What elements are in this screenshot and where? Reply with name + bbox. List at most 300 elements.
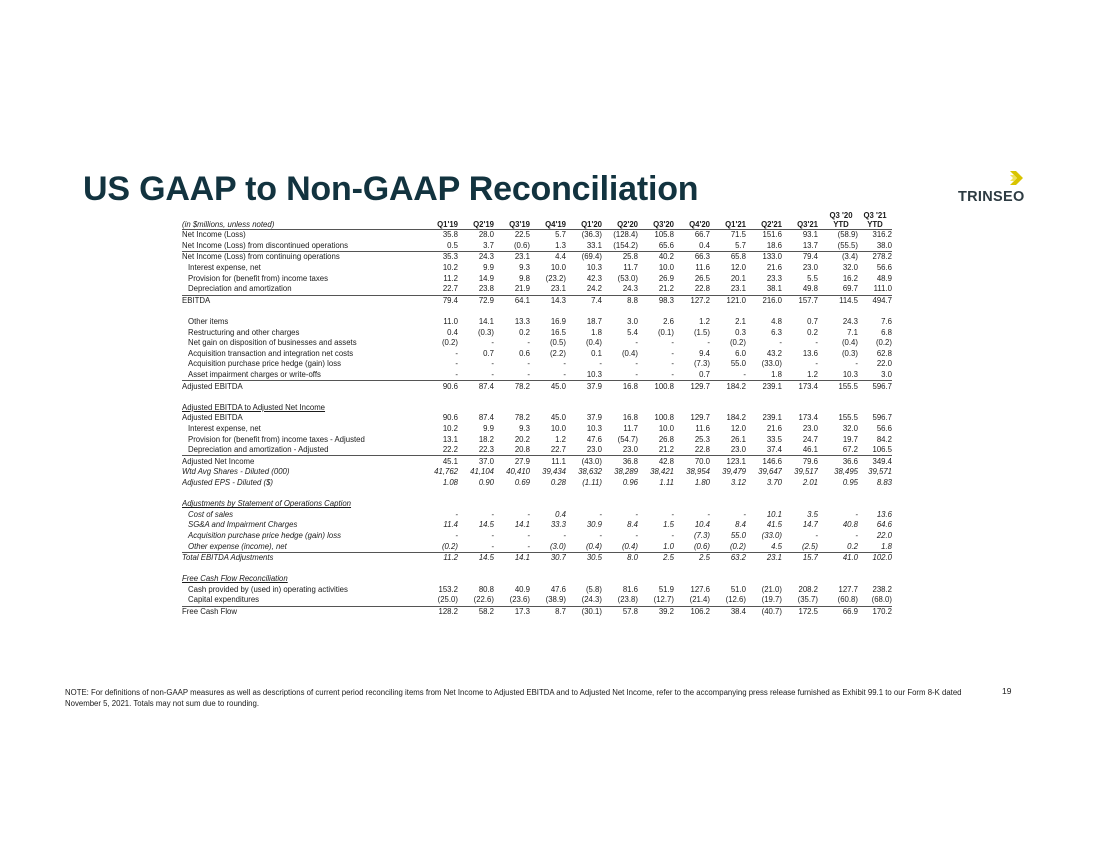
- table-cell: [858, 392, 892, 403]
- table-cell: 596.7: [872, 381, 892, 391]
- table-cell: 114.5: [839, 295, 858, 305]
- table-cell: 170.2: [872, 607, 892, 617]
- table-cell: 0.96: [622, 477, 638, 487]
- table-cell: 18.7: [586, 317, 602, 327]
- ytd-header-line1: Q3 '20: [829, 211, 853, 220]
- column-header: Q1'21: [710, 209, 746, 230]
- table-cell: 69.7: [824, 284, 858, 295]
- table-cell: 172.5: [798, 607, 818, 617]
- row-label-text: Interest expense, net: [188, 423, 261, 433]
- table-row: [182, 349, 892, 360]
- table-cell: 24.3: [842, 317, 858, 327]
- table-cell: [458, 499, 494, 510]
- table-cell: (0.2): [875, 338, 892, 348]
- table-cell: [530, 403, 566, 414]
- table-cell: 0.2: [519, 327, 530, 337]
- table-cell: 13.1: [442, 434, 458, 444]
- table-cell: 48.9: [876, 273, 892, 283]
- row-label: [182, 252, 422, 263]
- table-cell: 155.5: [838, 413, 858, 423]
- table-cell: 106.2: [690, 607, 710, 617]
- table-cell: 22.3: [458, 445, 494, 456]
- table-cell: 23.0: [566, 445, 602, 456]
- table-cell: 11.1: [551, 456, 566, 466]
- table-cell: (0.1): [657, 327, 674, 337]
- table-cell: [494, 574, 530, 585]
- table-cell: [602, 403, 638, 414]
- table-cell: -: [530, 370, 566, 381]
- table-cell: 39,571: [868, 467, 892, 477]
- table-cell: 1.2: [699, 317, 710, 327]
- table-cell: 45.1: [442, 456, 458, 466]
- row-label: [182, 445, 422, 456]
- table-cell: 66.7: [694, 230, 710, 240]
- row-label: [182, 306, 422, 317]
- table-cell: (33.0): [761, 530, 782, 540]
- table-cell: [858, 574, 892, 585]
- table-cell: [494, 403, 530, 414]
- table-cell: [566, 563, 602, 574]
- table-cell: -: [671, 338, 674, 348]
- table-cell: [782, 392, 818, 403]
- table-cell: 16.8: [622, 381, 638, 391]
- table-cell: 10.0: [658, 423, 674, 433]
- table-cell: [674, 488, 710, 499]
- row-label-text: Capital expenditures: [188, 595, 260, 605]
- table-cell: 11.0: [443, 317, 458, 327]
- trinseo-logo: [958, 170, 1028, 206]
- table-cell: [824, 392, 858, 403]
- table-cell: (0.4): [621, 348, 638, 358]
- table-cell: 93.1: [802, 230, 818, 240]
- table-cell: 23.0: [602, 445, 638, 456]
- table-cell: [674, 392, 710, 403]
- table-cell: 3.0: [627, 317, 638, 327]
- row-label-text: Interest expense, net: [188, 263, 261, 273]
- logo-chevron-icon: [1010, 171, 1026, 187]
- table-cell: (58.9): [837, 230, 858, 240]
- table-cell: 38,954: [686, 467, 710, 477]
- table-cell: [638, 563, 674, 574]
- table-cell: 20.2: [514, 434, 530, 444]
- table-cell: 80.8: [478, 584, 494, 594]
- table-cell: 15.7: [802, 553, 818, 563]
- table-row: [182, 434, 892, 445]
- table-cell: [746, 563, 782, 574]
- table-cell: 65.8: [730, 252, 746, 262]
- table-cell: 278.2: [872, 252, 892, 262]
- table-cell: 46.1: [782, 445, 818, 456]
- table-cell: 3.0: [858, 370, 892, 381]
- table-cell: 22.8: [674, 445, 710, 456]
- table-cell: 0.90: [478, 477, 494, 487]
- table-cell: [710, 403, 746, 414]
- row-label: [182, 392, 422, 403]
- table-row: [182, 520, 892, 531]
- table-cell: 38,289: [614, 467, 638, 477]
- table-cell: (38.9): [530, 595, 566, 606]
- table-cell: 40.9: [514, 584, 530, 594]
- table-cell: 13.6: [802, 348, 818, 358]
- ytd-header-line2: YTD: [867, 220, 883, 229]
- row-label: [182, 606, 422, 617]
- table-cell: -: [455, 509, 458, 519]
- table-cell: 2.6: [663, 317, 674, 327]
- table-cell: 0.7: [807, 317, 818, 327]
- table-cell: 78.2: [514, 413, 530, 423]
- table-cell: 21.6: [766, 423, 782, 433]
- row-label-text: Cost of sales: [188, 509, 234, 519]
- table-cell: 1.08: [442, 477, 458, 487]
- row-label-text: Adjusted EBITDA: [182, 381, 243, 391]
- row-label-text: EBITDA: [182, 295, 211, 305]
- table-cell: 0.6: [519, 348, 530, 358]
- table-cell: [858, 403, 892, 414]
- row-label: [182, 370, 422, 381]
- table-cell: -: [743, 509, 746, 519]
- table-cell: -: [671, 359, 674, 369]
- row-label: [182, 585, 422, 596]
- row-label: [182, 574, 422, 585]
- row-label: [182, 241, 422, 252]
- table-cell: 5.7: [555, 230, 566, 240]
- table-cell: -: [455, 348, 458, 358]
- table-cell: (2.5): [782, 541, 818, 552]
- table-cell: (0.2): [441, 338, 458, 348]
- table-cell: 26.1: [730, 434, 746, 444]
- table-cell: 13.6: [876, 509, 892, 519]
- table-cell: 79.6: [802, 456, 818, 466]
- table-row: [182, 317, 892, 328]
- table-row: [182, 230, 892, 241]
- table-cell: 8.83: [876, 477, 892, 487]
- table-cell: [566, 403, 602, 414]
- table-cell: (3.0): [530, 541, 566, 552]
- table-cell: [782, 488, 818, 499]
- table-cell: 10.3: [586, 263, 602, 273]
- table-cell: -: [635, 530, 638, 540]
- table-cell: 27.9: [514, 456, 530, 466]
- table-cell: 40,410: [506, 467, 530, 477]
- table-cell: 20.1: [730, 273, 746, 283]
- table-cell: [746, 488, 782, 499]
- table-cell: 0.4: [555, 509, 566, 519]
- table-cell: 0.7: [674, 370, 710, 381]
- table-cell: 22.0: [876, 359, 892, 369]
- table-cell: (12.7): [638, 595, 674, 606]
- row-label-text: Wtd Avg Shares - Diluted (000): [182, 467, 290, 477]
- table-row: [182, 252, 892, 263]
- table-cell: 49.8: [782, 284, 818, 295]
- table-cell: 6.3: [771, 327, 782, 337]
- table-cell: -: [635, 509, 638, 519]
- table-cell: 3.5: [807, 509, 818, 519]
- table-cell: 42.8: [658, 456, 674, 466]
- table-cell: 90.6: [442, 381, 458, 391]
- table-cell: -: [458, 541, 494, 552]
- table-cell: [638, 306, 674, 317]
- table-cell: (23.6): [494, 595, 530, 606]
- table-cell: [602, 306, 638, 317]
- table-cell: 39,647: [758, 467, 782, 477]
- table-row: [182, 327, 892, 338]
- table-cell: [530, 392, 566, 403]
- row-label: [182, 467, 422, 478]
- ytd-header-line1: Q3 '21: [863, 211, 887, 220]
- row-label: [182, 349, 422, 360]
- table-cell: (0.6): [494, 241, 530, 252]
- table-cell: 51.9: [658, 584, 674, 594]
- table-cell: 10.0: [550, 423, 566, 433]
- table-cell: 127.7: [838, 584, 858, 594]
- table-cell: -: [635, 338, 638, 348]
- table-cell: (0.6): [674, 541, 710, 552]
- table-cell: -: [638, 370, 674, 381]
- row-label-text: Net gain on disposition of businesses and assets: [188, 338, 357, 348]
- table-cell: 23.8: [458, 284, 494, 295]
- table-cell: 45.0: [550, 381, 566, 391]
- table-cell: [602, 574, 638, 585]
- table-cell: 1.5: [663, 520, 674, 530]
- table-cell: 39,517: [794, 467, 818, 477]
- row-label-text: Depreciation and amortization: [188, 284, 292, 294]
- table-cell: (0.3): [841, 348, 858, 358]
- table-cell: 41.5: [766, 520, 782, 530]
- row-label: [182, 488, 422, 499]
- table-cell: 7.1: [847, 327, 858, 337]
- table-cell: [530, 563, 566, 574]
- table-cell: 0.4: [674, 241, 710, 252]
- table-cell: 3.12: [730, 477, 746, 487]
- table-cell: 64.1: [514, 295, 530, 305]
- table-cell: (19.7): [746, 595, 782, 606]
- table-cell: 51.0: [730, 584, 746, 594]
- table-cell: 41,762: [434, 467, 458, 477]
- table-row: [182, 478, 892, 489]
- table-cell: (2.2): [549, 348, 566, 358]
- table-cell: 14.3: [550, 295, 566, 305]
- table-cell: 10.3: [586, 423, 602, 433]
- table-cell: 105.8: [654, 230, 674, 240]
- table-cell: -: [527, 338, 530, 348]
- row-label-text: Provision for (benefit from) income taxes - Adjusted: [188, 434, 365, 444]
- table-cell: 30.9: [586, 520, 602, 530]
- table-cell: [602, 563, 638, 574]
- table-cell: 22.7: [422, 284, 458, 295]
- row-label-text: Asset impairment charges or write-offs: [188, 370, 321, 380]
- table-cell: -: [707, 509, 710, 519]
- table-cell: 21.2: [638, 284, 674, 295]
- table-cell: 23.1: [530, 284, 566, 295]
- table-cell: [422, 499, 458, 510]
- table-cell: [530, 499, 566, 510]
- table-cell: [494, 306, 530, 317]
- table-row: [182, 541, 892, 552]
- table-cell: -: [527, 530, 530, 540]
- page-title: US GAAP to Non-GAAP Reconciliation: [83, 170, 699, 208]
- table-cell: (21.4): [674, 595, 710, 606]
- table-cell: -: [527, 509, 530, 519]
- table-cell: 71.5: [730, 230, 746, 240]
- table-cell: 41.0: [842, 553, 858, 563]
- table-row: [182, 403, 892, 414]
- table-cell: 10.3: [824, 370, 858, 381]
- table-cell: -: [494, 370, 530, 381]
- table-cell: 25.8: [622, 252, 638, 262]
- table-cell: 11.2: [443, 273, 458, 283]
- table-cell: [782, 574, 818, 585]
- table-cell: [638, 403, 674, 414]
- table-cell: [858, 488, 892, 499]
- table-cell: 0.2: [824, 541, 858, 552]
- table-cell: 121.0: [726, 295, 746, 305]
- table-cell: 39.2: [658, 607, 674, 617]
- table-cell: 133.0: [762, 252, 782, 262]
- table-cell: 0.5: [422, 241, 458, 252]
- table-cell: -: [635, 359, 638, 369]
- table-cell: 9.3: [519, 423, 530, 433]
- row-label: [182, 520, 422, 531]
- table-cell: [674, 499, 710, 510]
- table-cell: (0.5): [549, 338, 566, 348]
- table-cell: 151.6: [762, 230, 782, 240]
- table-cell: 2.01: [802, 477, 818, 487]
- table-cell: [638, 574, 674, 585]
- table-cell: 11.7: [623, 263, 638, 273]
- table-cell: 127.6: [690, 584, 710, 594]
- column-header: Q4'19: [530, 209, 566, 230]
- table-cell: 38,632: [578, 467, 602, 477]
- table-cell: [824, 574, 858, 585]
- table-cell: 21.9: [494, 284, 530, 295]
- table-row: [182, 295, 892, 306]
- table-cell: [638, 488, 674, 499]
- column-header: Q2'21: [746, 209, 782, 230]
- table-cell: 0.69: [514, 477, 530, 487]
- row-label-text: Provision for (benefit from) income taxes: [188, 273, 328, 283]
- table-cell: (1.5): [693, 327, 710, 337]
- table-cell: 24.3: [478, 252, 494, 262]
- table-cell: [458, 403, 494, 414]
- table-cell: 38,421: [650, 467, 674, 477]
- table-row: [182, 499, 892, 510]
- table-cell: (68.0): [858, 595, 892, 606]
- table-cell: 6.0: [735, 348, 746, 358]
- table-row: [182, 467, 892, 478]
- table-header-row: [182, 209, 892, 230]
- table-cell: [422, 403, 458, 414]
- table-cell: 16.2: [842, 273, 858, 283]
- table-cell: [494, 392, 530, 403]
- row-label-text: Acquisition purchase price hedge (gain) loss: [188, 359, 341, 369]
- table-cell: (54.7): [617, 434, 638, 444]
- logo-text: TRINSEO: [958, 189, 1025, 205]
- row-label: [182, 273, 422, 284]
- table-cell: 5.7: [710, 241, 746, 252]
- table-row: [182, 488, 892, 499]
- table-cell: (3.4): [841, 252, 858, 262]
- table-cell: 123.1: [726, 456, 746, 466]
- table-cell: 1.2: [555, 434, 566, 444]
- table-cell: 28.0: [478, 230, 494, 240]
- table-cell: [858, 563, 892, 574]
- table-cell: 55.0: [730, 530, 746, 540]
- table-cell: 6.8: [881, 327, 892, 337]
- row-label-text: Adjusted Net Income: [182, 456, 255, 466]
- table-cell: [674, 306, 710, 317]
- table-cell: 70.0: [694, 456, 710, 466]
- table-cell: 79.4: [802, 252, 818, 262]
- table-cell: [530, 574, 566, 585]
- table-cell: 11.2: [443, 553, 458, 563]
- table-cell: -: [599, 359, 602, 369]
- table-row: [182, 263, 892, 274]
- table-cell: 128.2: [438, 607, 458, 617]
- table-cell: 0.3: [735, 327, 746, 337]
- table-row: [182, 338, 892, 349]
- table-cell: 1.2: [782, 370, 818, 381]
- table-cell: [566, 488, 602, 499]
- table-cell: 10.2: [442, 423, 458, 433]
- table-cell: 32.0: [842, 263, 858, 273]
- table-cell: -: [815, 359, 818, 369]
- table-cell: -: [815, 338, 818, 348]
- table-cell: [710, 392, 746, 403]
- table-cell: -: [422, 370, 458, 381]
- table-cell: [824, 563, 858, 574]
- table-cell: [782, 306, 818, 317]
- row-label: [182, 295, 422, 306]
- table-cell: 35.3: [442, 252, 458, 262]
- table-cell: 10.3: [566, 370, 602, 381]
- table-cell: 12.0: [730, 423, 746, 433]
- table-cell: 23.0: [802, 263, 818, 273]
- table-cell: [494, 488, 530, 499]
- row-label: [182, 403, 422, 414]
- table-cell: 0.95: [842, 477, 858, 487]
- table-cell: 84.2: [876, 434, 892, 444]
- table-cell: -: [455, 359, 458, 369]
- table-cell: 1.11: [659, 477, 674, 487]
- table-cell: [566, 306, 602, 317]
- table-cell: -: [599, 509, 602, 519]
- row-label: [182, 413, 422, 424]
- table-cell: 26.9: [658, 273, 674, 283]
- table-cell: 173.4: [798, 381, 818, 391]
- table-cell: (30.1): [581, 607, 602, 617]
- table-cell: (23.8): [602, 595, 638, 606]
- column-header: Q2'19: [458, 209, 494, 230]
- table-cell: 14.1: [514, 553, 530, 563]
- table-cell: (12.6): [710, 595, 746, 606]
- table-cell: 10.1: [766, 509, 782, 519]
- table-cell: 39,434: [542, 467, 566, 477]
- table-cell: (0.2): [422, 541, 458, 552]
- table-cell: 100.8: [654, 381, 674, 391]
- table-cell: [422, 392, 458, 403]
- table-cell: [566, 574, 602, 585]
- table-cell: 184.2: [726, 413, 746, 423]
- table-cell: 4.5: [746, 541, 782, 552]
- table-cell: 43.2: [766, 348, 782, 358]
- table-cell: 17.3: [514, 607, 530, 617]
- table-cell: 8.8: [627, 295, 638, 305]
- table-cell: -: [855, 509, 858, 519]
- table-cell: (1.11): [582, 477, 602, 487]
- column-header: Q3'19: [494, 209, 530, 230]
- table-cell: [422, 574, 458, 585]
- table-cell: [638, 499, 674, 510]
